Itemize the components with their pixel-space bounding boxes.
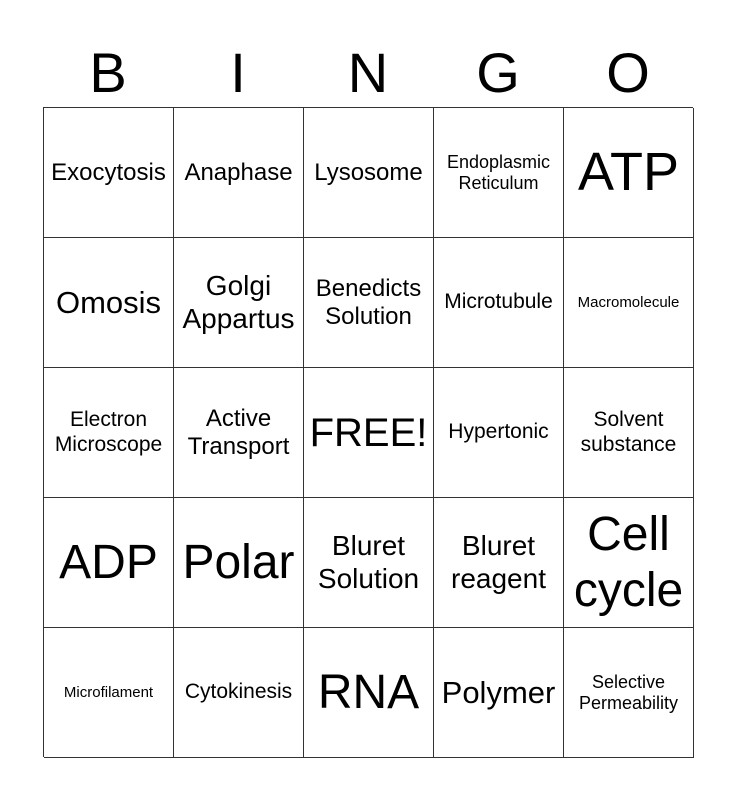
cell-label: Solvent substance xyxy=(580,408,677,456)
cell-label: Macromolecule xyxy=(577,293,680,311)
bingo-cell xyxy=(304,238,434,368)
cell-label: RNA xyxy=(317,665,420,719)
free-space-label: FREE! xyxy=(309,410,428,455)
cell-label: ADP xyxy=(59,535,158,589)
bingo-cell xyxy=(174,368,304,498)
cell-label: Polymer xyxy=(441,674,556,710)
cell-label: Endoplasmic Reticulum xyxy=(446,151,551,193)
header-letter-o: O xyxy=(606,41,650,104)
bingo-cell xyxy=(44,108,174,238)
cell-label: Polar xyxy=(182,535,295,589)
cell-label: Benedicts Solution xyxy=(315,274,422,330)
bingo-cell xyxy=(304,628,434,758)
bingo-cell xyxy=(44,238,174,368)
bingo-cell xyxy=(434,628,564,758)
bingo-cell xyxy=(564,108,694,238)
bingo-cell xyxy=(44,628,174,758)
bingo-cell xyxy=(564,628,694,758)
cell-label: Selective Permeability xyxy=(578,671,679,713)
header-letter-g: G xyxy=(476,41,520,104)
cell-label: Microfilament xyxy=(63,683,154,701)
cell-label: Lysosome xyxy=(314,158,423,186)
cell-label: Bluret reagent xyxy=(451,530,546,594)
bingo-cell xyxy=(304,498,434,628)
bingo-cell xyxy=(434,238,564,368)
cell-label: Hypertonic xyxy=(448,420,549,444)
header-letter-i: I xyxy=(230,41,246,104)
bingo-cell xyxy=(174,628,304,758)
cell-label: Cytokinesis xyxy=(184,680,293,704)
cell-label: Anaphase xyxy=(184,158,293,186)
bingo-cell xyxy=(44,368,174,498)
bingo-cell xyxy=(174,238,304,368)
bingo-grid xyxy=(43,107,693,757)
bingo-cell xyxy=(564,238,694,368)
cell-label: Cell cycle xyxy=(573,508,684,617)
bingo-cell xyxy=(174,498,304,628)
bingo-cell xyxy=(304,108,434,238)
bingo-header xyxy=(43,40,693,106)
header-letter-n: N xyxy=(347,41,389,104)
bingo-cell xyxy=(434,368,564,498)
cell-label: Golgi Appartus xyxy=(182,270,295,334)
bingo-cell xyxy=(564,368,694,498)
cell-label: Microtubule xyxy=(444,290,553,314)
cell-label: Exocytosis xyxy=(51,158,166,186)
bingo-cell xyxy=(174,108,304,238)
bingo-cell xyxy=(434,498,564,628)
cell-label: Electron Microscope xyxy=(54,408,163,456)
cell-label: Active Transport xyxy=(187,404,290,460)
bingo-cell xyxy=(564,498,694,628)
cell-label: Omosis xyxy=(55,284,162,320)
header-letter-b: B xyxy=(89,41,127,104)
bingo-cell xyxy=(434,108,564,238)
cell-label: ATP xyxy=(577,142,679,203)
cell-label: Bluret Solution xyxy=(317,530,420,594)
free-space-cell xyxy=(304,368,434,498)
bingo-cell xyxy=(44,498,174,628)
